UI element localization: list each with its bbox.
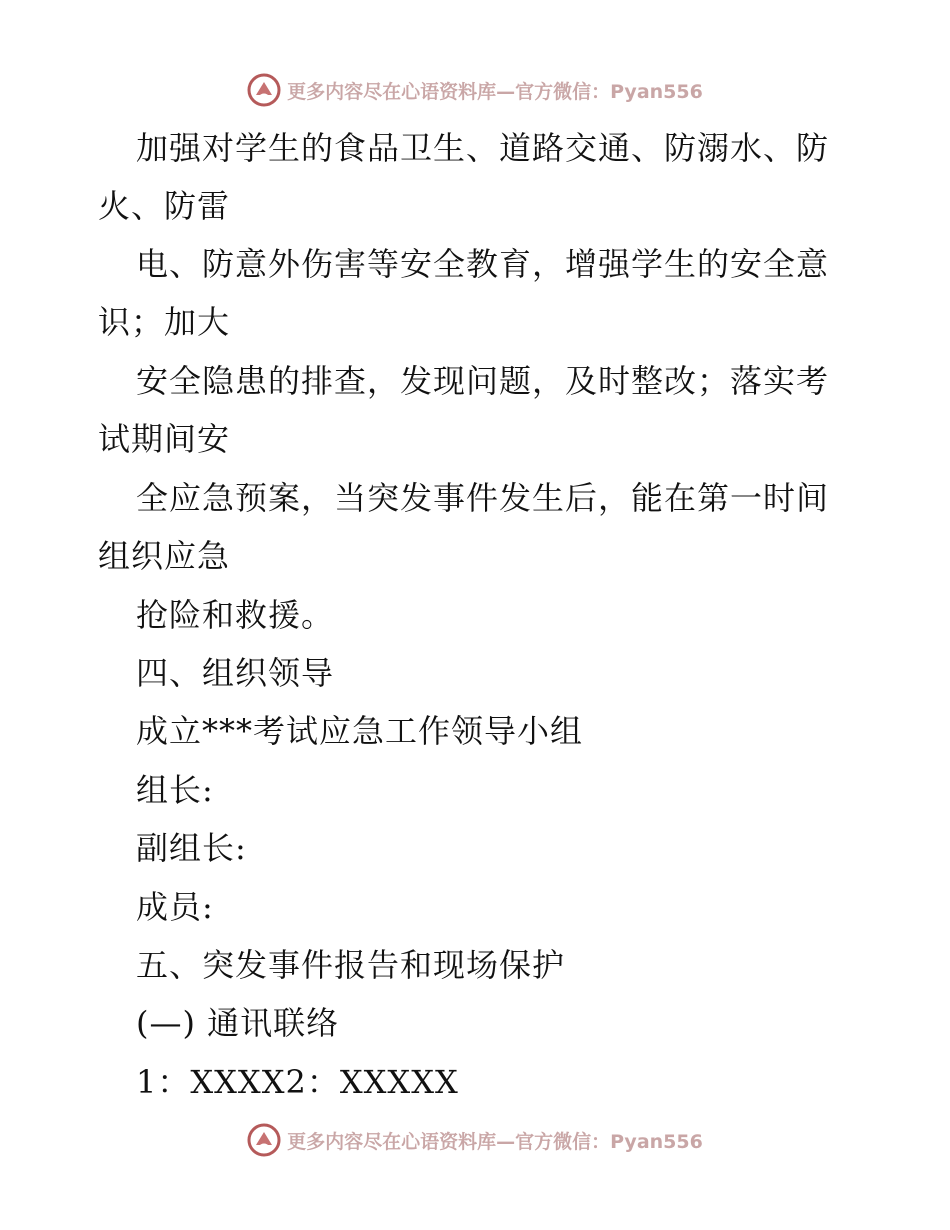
- body-line: 1：XXXX2：XXXXX: [136, 1063, 459, 1101]
- body-line: 组长:: [136, 771, 214, 809]
- body-line: 识；加大: [98, 303, 231, 341]
- body-line: 副组长:: [136, 829, 247, 867]
- body-line: 全应急预案，当突发事件发生后，能在第一时间: [136, 479, 830, 517]
- book-logo-icon: [247, 73, 281, 107]
- body-line: 火、防雷: [98, 187, 231, 225]
- body-line: 组织应急: [98, 537, 231, 575]
- section-heading: 五、突发事件报告和现场保护: [136, 946, 566, 984]
- book-logo-icon: [247, 1123, 281, 1157]
- body-line: 加强对学生的食品卫生、道路交通、防溺水、防: [136, 129, 830, 167]
- body-line: 电、防意外伤害等安全教育，增强学生的安全意: [136, 245, 830, 283]
- body-line: 抢险和救援。: [136, 596, 335, 634]
- section-heading: 四、组织领导: [136, 654, 335, 692]
- header-watermark-text: 更多内容尽在心语资料库—官方微信：Pyan556: [287, 80, 703, 103]
- footer-watermark-banner: [0, 1120, 950, 1160]
- body-line: 成员:: [136, 888, 214, 926]
- body-line: 安全隐患的排查，发现问题，及时整改；落实考: [136, 362, 830, 400]
- body-line: 成立***考试应急工作领导小组: [136, 712, 584, 750]
- header-watermark-banner: [0, 70, 950, 110]
- subsection-heading: (—) 通讯联络: [136, 1004, 340, 1042]
- body-line: 试期间安: [98, 420, 231, 458]
- footer-watermark-text: 更多内容尽在心语资料库—官方微信：Pyan556: [287, 1130, 703, 1153]
